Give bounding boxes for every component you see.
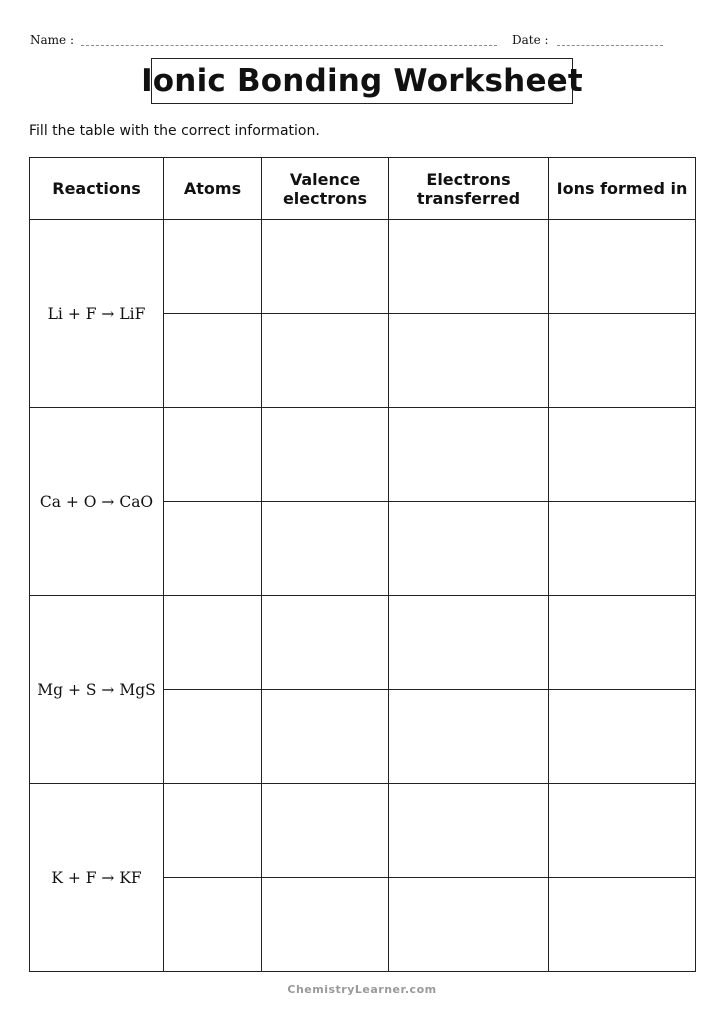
answer-cell[interactable] [549, 784, 696, 878]
footer-watermark: ChemistryLearner.com [287, 983, 437, 996]
answer-cell[interactable] [389, 596, 549, 690]
answer-cell[interactable] [262, 220, 389, 314]
date-label: Date : [512, 33, 549, 47]
answer-cell[interactable] [262, 408, 389, 502]
answer-cell[interactable] [164, 596, 262, 690]
column-header-valence-electrons: Valence electrons [262, 158, 389, 220]
answer-cell[interactable] [549, 314, 696, 408]
reaction-cell: K + F → KF [30, 784, 164, 972]
answer-cell[interactable] [164, 690, 262, 784]
name-label: Name : [30, 33, 74, 47]
table-row [30, 596, 696, 690]
answer-cell[interactable] [262, 690, 389, 784]
answer-cell[interactable] [164, 408, 262, 502]
answer-cell[interactable] [549, 878, 696, 972]
reaction-cell: Ca + O → CaO [30, 408, 164, 596]
reaction-cell: Li + F → LiF [30, 220, 164, 408]
answer-cell[interactable] [262, 784, 389, 878]
column-header-atoms: Atoms [164, 158, 262, 220]
answer-cell[interactable] [389, 784, 549, 878]
answer-cell[interactable] [549, 690, 696, 784]
column-header-electrons-transferred: Electrons transferred [389, 158, 549, 220]
answer-cell[interactable] [549, 502, 696, 596]
answer-cell[interactable] [262, 878, 389, 972]
answer-cell[interactable] [262, 314, 389, 408]
table-header-row [30, 158, 696, 220]
answer-cell[interactable] [549, 220, 696, 314]
answer-cell[interactable] [389, 408, 549, 502]
answer-cell[interactable] [164, 878, 262, 972]
answer-cell[interactable] [164, 220, 262, 314]
answer-cell[interactable] [389, 690, 549, 784]
answer-cell[interactable] [164, 314, 262, 408]
answer-cell[interactable] [389, 220, 549, 314]
answer-cell[interactable] [262, 596, 389, 690]
answer-cell[interactable] [262, 502, 389, 596]
worksheet-table [29, 157, 696, 972]
answer-cell[interactable] [164, 784, 262, 878]
table-row [30, 784, 696, 878]
worksheet-title: Ionic Bonding Worksheet [151, 58, 573, 104]
answer-cell[interactable] [164, 502, 262, 596]
date-field[interactable] [557, 45, 663, 46]
answer-cell[interactable] [549, 408, 696, 502]
table-row [30, 220, 696, 314]
answer-cell[interactable] [389, 878, 549, 972]
column-header-reactions: Reactions [30, 158, 164, 220]
name-field[interactable] [81, 45, 497, 46]
reaction-cell: Mg + S → MgS [30, 596, 164, 784]
answer-cell[interactable] [549, 596, 696, 690]
answer-cell[interactable] [389, 314, 549, 408]
answer-cell[interactable] [389, 502, 549, 596]
instructions: Fill the table with the correct information. [29, 123, 320, 139]
table-row [30, 408, 696, 502]
column-header-ions-formed-in: Ions formed in [549, 158, 696, 220]
